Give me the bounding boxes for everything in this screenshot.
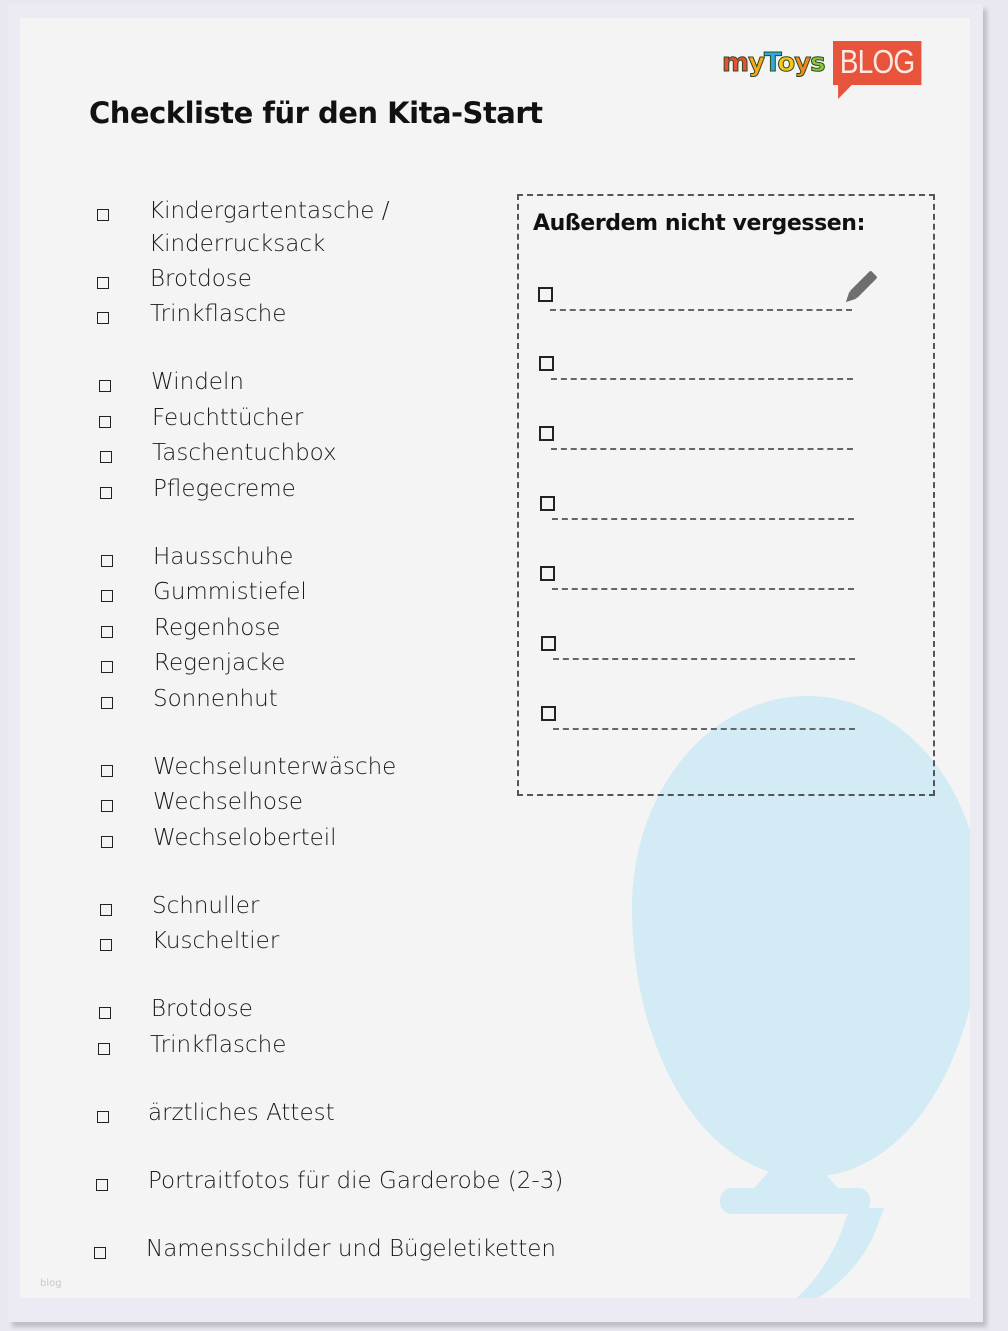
checkbox[interactable] — [100, 451, 112, 463]
checkbox[interactable] — [100, 904, 112, 916]
write-in-line[interactable] — [551, 448, 853, 450]
checklist-item[interactable] — [98, 1029, 287, 1058]
write-in-line[interactable] — [552, 588, 854, 590]
checklist-item[interactable] — [100, 925, 280, 954]
checklist-item[interactable] — [101, 647, 286, 676]
checkbox[interactable] — [97, 1111, 109, 1123]
checkbox[interactable] — [97, 277, 109, 289]
write-in-line[interactable] — [551, 378, 853, 380]
checklist-item[interactable] — [101, 683, 278, 712]
checklist-item-label: Portraitfotos für die Garderobe (2-3) — [148, 1168, 564, 1194]
checklist-item-label: Kindergartentasche / — [149, 198, 390, 224]
checkbox[interactable] — [96, 1179, 108, 1191]
checklist-item[interactable] — [97, 1097, 335, 1126]
logo-letter: y — [748, 48, 765, 78]
checklist-item[interactable] — [100, 890, 260, 919]
checklist-item[interactable] — [101, 541, 294, 570]
checklist-item-label: Pflegecreme — [153, 476, 296, 502]
checklist-item-label-line2: Kinderrucksack — [149, 231, 326, 257]
checklist-item-label: Regenhose — [154, 615, 281, 641]
checklist-item-label: Kuscheltier — [152, 928, 280, 954]
checklist-item[interactable] — [100, 473, 296, 502]
checklist-item[interactable] — [100, 437, 337, 466]
write-in-line[interactable] — [550, 309, 852, 311]
checkbox[interactable] — [539, 356, 554, 371]
logo-letter: s — [810, 48, 825, 78]
checklist-item[interactable] — [101, 786, 304, 815]
checkbox[interactable] — [539, 426, 554, 441]
checklist-item-label: Windeln — [151, 369, 244, 395]
checklist-page — [20, 18, 970, 1298]
checkbox[interactable] — [540, 566, 555, 581]
extra-notes-title: Außerdem nicht vergessen: — [533, 211, 865, 236]
checklist-item-label: Brotdose — [150, 266, 252, 292]
checklist-item[interactable] — [97, 263, 252, 292]
checkbox[interactable] — [541, 706, 556, 721]
checkbox[interactable] — [99, 416, 111, 428]
checklist-item-label: Gummistiefel — [153, 579, 307, 605]
mytoys-blog-logo — [722, 38, 936, 88]
checklist-item-label: Namensschilder und Bügeletiketten — [146, 1236, 556, 1262]
checkbox[interactable] — [101, 555, 113, 567]
mytoys-wordmark — [722, 48, 825, 78]
checklist-item[interactable] — [101, 822, 337, 851]
checklist-item[interactable] — [97, 195, 390, 257]
page-title: Checkliste für den Kita-Start — [89, 96, 543, 130]
checkbox[interactable] — [100, 487, 112, 499]
checklist-item[interactable] — [96, 1165, 564, 1194]
checkbox[interactable] — [101, 590, 113, 602]
checkbox[interactable] — [97, 312, 109, 324]
write-in-line[interactable] — [553, 728, 855, 730]
checkbox[interactable] — [101, 836, 113, 848]
checklist-item-label: Regenjacke — [154, 650, 286, 676]
checklist-item-label: Wechselunterwäsche — [153, 754, 397, 780]
checklist-item-label: Taschentuchbox — [152, 440, 337, 466]
checkbox[interactable] — [99, 380, 111, 392]
checkbox[interactable] — [97, 209, 109, 221]
checkbox[interactable] — [101, 697, 113, 709]
checklist-item[interactable] — [101, 612, 281, 641]
checklist-item-label: Trinkflasche — [150, 1032, 287, 1058]
checklist-item[interactable] — [101, 576, 307, 605]
checkbox[interactable] — [540, 496, 555, 511]
checklist-item-label: Trinkflasche — [150, 301, 287, 327]
balloon-string — [680, 1208, 884, 1298]
checkbox[interactable] — [99, 1007, 111, 1019]
checkbox[interactable] — [101, 661, 113, 673]
checklist-item-label: Hausschuhe — [153, 544, 294, 570]
checklist-item[interactable] — [101, 751, 397, 780]
logo-letter: m — [722, 48, 749, 78]
watermark: blog — [40, 1278, 62, 1289]
logo-letter: o — [777, 48, 795, 78]
logo-letter: y — [794, 48, 811, 78]
checklist-item-label: Wechseloberteil — [153, 825, 337, 851]
checkbox[interactable] — [538, 287, 553, 302]
checkbox[interactable] — [101, 800, 113, 812]
pencil-icon — [838, 266, 882, 310]
checkbox[interactable] — [98, 1043, 110, 1055]
logo-letter: T — [764, 48, 778, 78]
checklist-item-label: Brotdose — [151, 996, 253, 1022]
checklist-item-label: ärztliches Attest — [148, 1100, 335, 1126]
checkbox[interactable] — [541, 636, 556, 651]
checklist-item[interactable] — [94, 1233, 556, 1262]
checkbox[interactable] — [101, 765, 113, 777]
checklist-item[interactable] — [99, 993, 253, 1022]
checklist-item[interactable] — [99, 402, 304, 431]
checklist-item[interactable] — [99, 366, 244, 395]
write-in-line[interactable] — [552, 518, 854, 520]
checklist-item-label: Sonnenhut — [153, 686, 278, 712]
checkbox[interactable] — [94, 1247, 106, 1259]
checkbox[interactable] — [101, 626, 113, 638]
checklist-item-label: Feuchttücher — [152, 405, 304, 431]
checkbox[interactable] — [100, 939, 112, 951]
blog-speech-bubble: BLOG — [833, 41, 921, 85]
checklist-item[interactable] — [97, 298, 287, 327]
write-in-line[interactable] — [553, 658, 855, 660]
checklist-item-label: Wechselhose — [153, 789, 304, 815]
checklist-item-label: Schnuller — [152, 893, 260, 919]
